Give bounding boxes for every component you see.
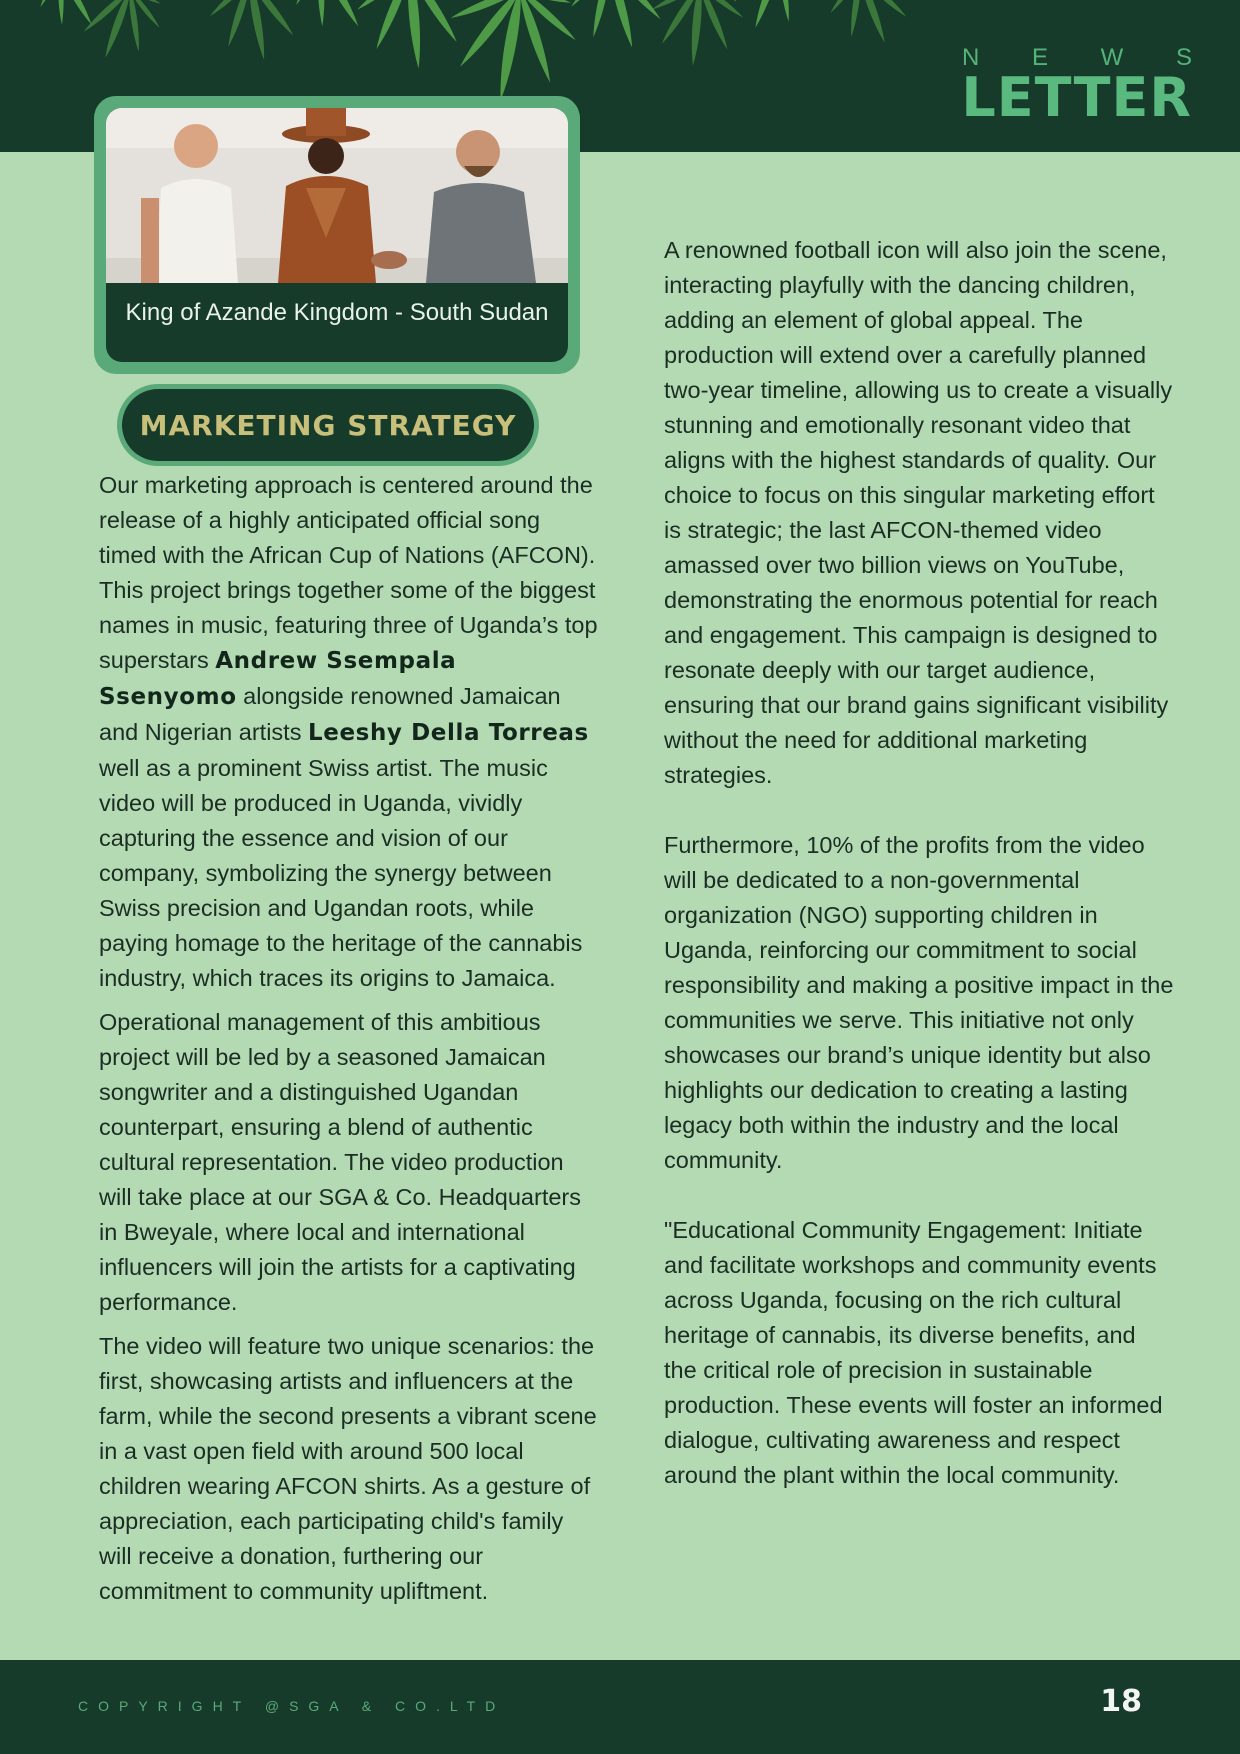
- left-paragraph-3: The video will feature two unique scenarios: the first, showcasing artists and influencers at the farm, while the second presents a vibrant scene in a vast open field with around 500 local children wearing AFCON shirts. As a gesture of appreciation, each participating child's family will receive a donation, furthering our commitment to community upliftment.: [99, 1333, 597, 1604]
- section-title-pill-inner: [122, 389, 534, 461]
- left-p1-text-3: well as a prominent Swiss artist. The music video will be produced in Uganda, vividly capturing the essence and vision of our company, symbolizing the synergy between Swiss precision and Ugandan roots, while paying homage to the heritage of the cannabis industry, which traces its origins to Jamaica.: [99, 755, 583, 991]
- left-paragraph-2: Operational management of this ambitious project will be led by a seasoned Jamaican songwriter and a distinguished Ugandan counterpart, ensuring a blend of authentic cultural representation. The video production will take place at our SGA & Co. Headquarters in Bweyale, where local and international influencers will join the artists for a captivating performance.: [99, 1009, 581, 1315]
- artist-name-leeshy: Leeshy Della Torreas: [308, 720, 589, 746]
- right-paragraph-1: A renowned football icon will also join the scene, interacting playfully with the dancing children, adding an element of global appeal. The production will extend over a carefully planned two-year timeline, allowing us to create a visually stunning and emotionally resonant video that aligns with the highest standards of quality. Our choice to focus on this singular marketing effort is strategic; the last AFCON-themed video amassed over two billion views on YouTube, demonstrating the enormous potential for reach and engagement. This campaign is designed to resonate deeply with our target audience, ensuring that our brand gains significant visibility without the need for additional marketing strategies.: [664, 237, 1173, 788]
- right-paragraph-2: Furthermore, 10% of the profits from the video will be dedicated to a non-governmental organization (NGO) supporting children in Uganda, reinforcing our commitment to social responsibility and making a positive impact in the communities we serve. This initiative not only showcases our brand’s unique identity but also highlights our dedication to creating a lasting legacy both within the industry and the local community.: [664, 832, 1174, 1173]
- right-paragraph-3: "Educational Community Engagement: Initiate and facilitate workshops and community events across Uganda, focusing on the rich cultural heritage of cannabis, its diverse benefits, and the critical role of precision in sustainable production. These events will foster an informed dialogue, cultivating awareness and respect around the plant within the local community.: [664, 1217, 1163, 1488]
- news-label: N E W S: [961, 44, 1215, 71]
- copyright-text: COPYRIGHT @SGA & CO.LTD: [78, 1698, 506, 1714]
- left-p1-text-1: Our marketing approach is centered around the release of a highly anticipated official song timed with the African Cup of Nations (AFCON). This project brings together some of the biggest names in music, featuring three of Uganda’s top superstars: [99, 472, 598, 673]
- footer-band: [0, 1660, 1240, 1754]
- photo-card-inner: [106, 108, 568, 362]
- artist-name-andrew: Andrew Ssempala Ssenyomo: [99, 648, 457, 710]
- letter-label: LETTER: [961, 66, 1192, 129]
- group-photo: [106, 108, 568, 283]
- newsletter-masthead: [961, 44, 1215, 129]
- photo-caption: King of Azande Kingdom - South Sudan: [125, 299, 549, 326]
- page-number: 18: [1100, 1684, 1142, 1719]
- section-title: MARKETING STRATEGY: [139, 408, 517, 442]
- section-title-pill: [117, 384, 539, 466]
- photo-card: [94, 96, 580, 374]
- left-p1-text-2: alongside renowned Jamaican and Nigerian artists: [99, 683, 561, 745]
- right-column: [664, 233, 1174, 1493]
- left-paragraph-1: [99, 468, 601, 996]
- left-column: [99, 468, 601, 1609]
